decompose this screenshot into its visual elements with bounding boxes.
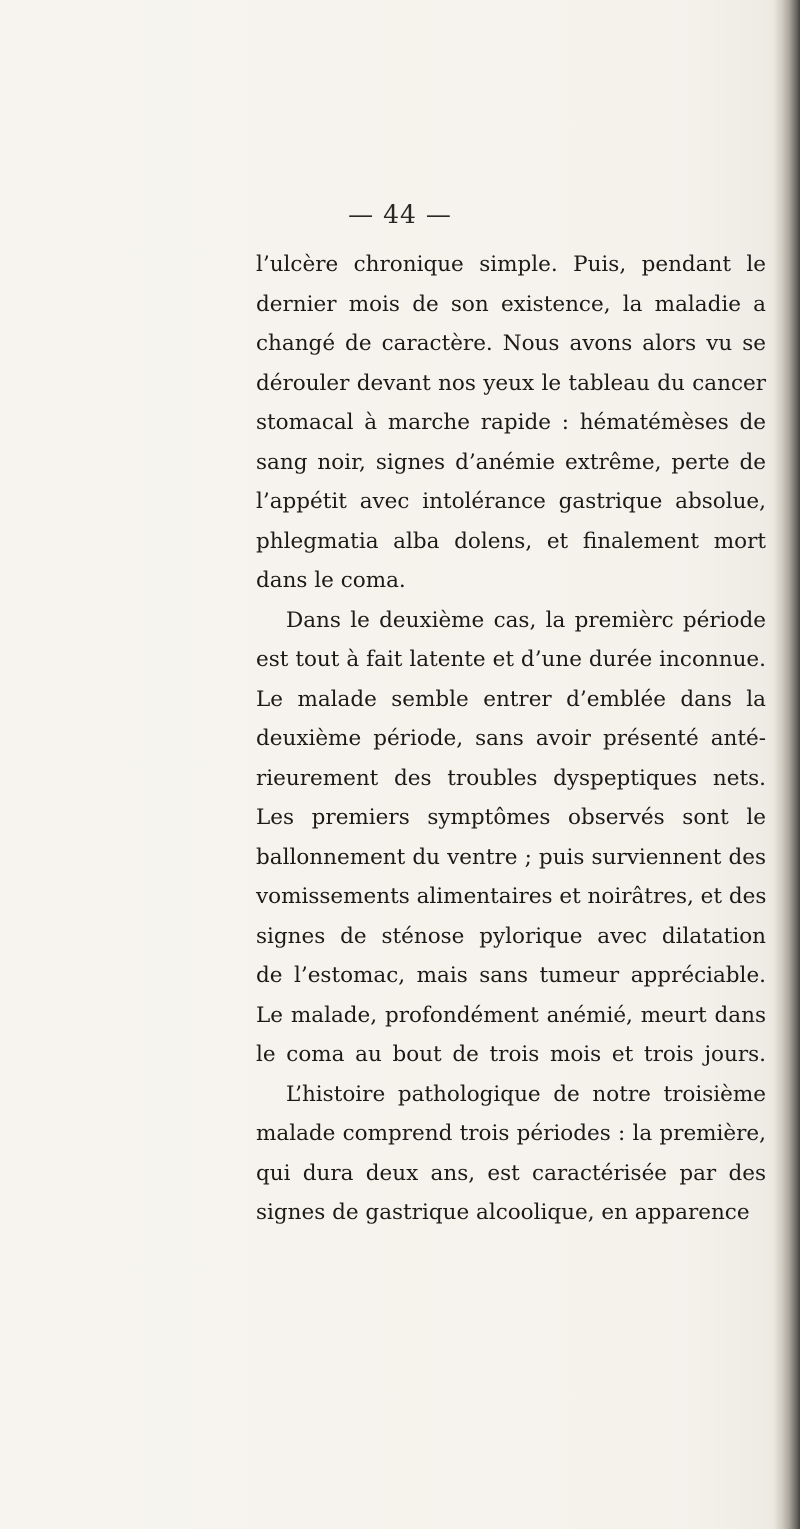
text-line: Les premiers symptômes observés sont le: [256, 805, 766, 830]
text-line: l’ulcère chronique simple. Puis, pendant le: [256, 252, 766, 277]
text-line: malade comprend trois périodes : la première,: [256, 1121, 766, 1146]
text-line: le coma au bout de trois mois et trois jours.: [256, 1042, 766, 1067]
text-line: Dans le deuxième cas, la premièrc période: [286, 607, 766, 633]
text-line: l’appétit avec intolérance gastrique absolue,: [256, 489, 766, 514]
body-text: [256, 245, 766, 1233]
text-line: signes de sténose pylorique avec dilatation: [256, 923, 766, 949]
text-line: deuxième période, sans avoir présenté anté-: [256, 726, 766, 751]
text-line: ballonnement du ventre ; puis surviennent des: [256, 844, 766, 870]
text-line: phlegmatia alba dolens, et finalement mort: [256, 528, 766, 554]
page-number: — 44 —: [348, 200, 452, 229]
text-line: vomissements alimentaires et noirâtres, et des: [256, 884, 767, 909]
text-line: dans le coma.: [256, 568, 406, 593]
text-line: Le malade, profondément anémié, meurt dans: [256, 1002, 766, 1028]
text-line: Le malade semble entrer d’emblée dans la: [256, 686, 766, 712]
text-line: signes de gastrique alcoolique, en apparence: [256, 1200, 750, 1225]
text-line: stomacal à marche rapide : hématémèses de: [256, 410, 766, 435]
page-edge-shadow: [774, 0, 800, 1529]
text-line: de l’estomac, mais sans tumeur appréciable.: [256, 963, 766, 988]
text-line: rieurement des troubles dyspeptiques nets.: [256, 765, 766, 791]
text-line: dernier mois de son existence, la maladie a: [256, 291, 766, 317]
text-line: est tout à fait latente et d’une durée inconnue.: [256, 647, 766, 672]
text-line: qui dura deux ans, est caractérisée par des: [256, 1160, 766, 1186]
text-line: L’histoire pathologique de notre troisième: [286, 1081, 766, 1107]
text-line: sang noir, signes d’anémie extrême, perte de: [256, 449, 766, 475]
text-line: dérouler devant nos yeux le tableau du cancer: [256, 370, 766, 396]
text-line: changé de caractère. Nous avons alors vu se: [256, 331, 766, 356]
